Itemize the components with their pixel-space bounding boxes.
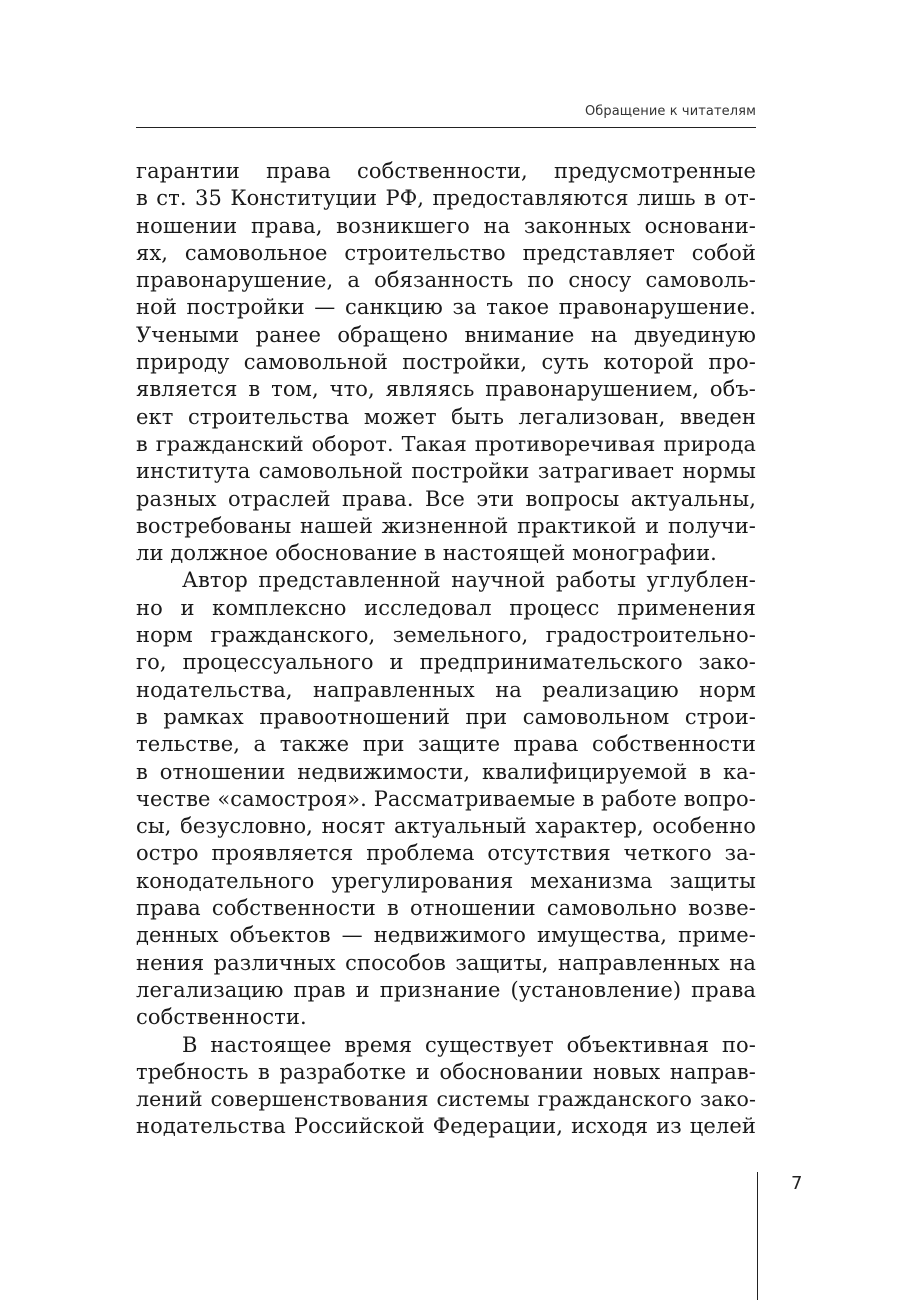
text-line: нения различных способов защиты, направленных на — [136, 950, 756, 975]
text-line: в отношении недвижимости, квалифицируемой в ка- — [136, 759, 756, 784]
text-line: Автор представленной научной работы углублен- — [182, 568, 756, 593]
text-line: ях, самовольное строительство представляет собой — [136, 240, 756, 265]
text-line: гарантии права собственности, предусмотренные — [136, 159, 756, 183]
text-line: легализацию прав и признание (установление) права — [136, 977, 756, 1002]
text-line: конодательного урегулирования механизма защиты — [136, 868, 756, 893]
page-number: 7 — [791, 1173, 803, 1194]
text-line: денных объектов — недвижимого имущества, приме- — [136, 923, 756, 948]
text-line: го, процессуального и предпринимательского зако- — [136, 650, 756, 675]
text-line: в ст. 35 Конституции РФ, предоставляются лишь в от- — [136, 186, 756, 211]
text-line: востребованы нашей жизненной практикой и получи- — [136, 513, 756, 538]
text-line: в гражданский оборот. Такая противоречивая природа — [136, 431, 756, 456]
text-line: в рамках правоотношений при самовольном строи- — [136, 704, 756, 729]
text-line: ной постройки — санкцию за такое правонарушение. — [136, 295, 756, 320]
body-text — [136, 158, 756, 1141]
text-line: является в том, что, являясь правонарушением, объ- — [136, 377, 756, 402]
paragraph-2 — [136, 567, 756, 1031]
text-line: природу самовольной постройки, суть которой про- — [136, 350, 756, 375]
text-line: разных отраслей права. Все эти вопросы актуальны, — [136, 486, 756, 511]
text-line: сы, безусловно, носят актуальный характер, особенно — [136, 814, 756, 839]
text-line: норм гражданского, земельного, градостроительно- — [136, 623, 756, 648]
text-line: нодательства, направленных на реализацию норм — [136, 677, 756, 702]
text-line: Учеными ранее обращено внимание на двуединую — [136, 322, 756, 347]
text-line: тельстве, а также при защите права собственности — [136, 732, 756, 757]
text-line: остро проявляется проблема отсутствия четкого за- — [136, 841, 756, 866]
text-line: ношении права, возникшего на законных основани- — [136, 213, 756, 238]
text-line: лений совершенствования системы гражданского зако- — [136, 1087, 756, 1112]
text-line: ект строительства может быть легализован, введен — [136, 404, 756, 429]
text-line: но и комплексно исследовал процесс применения — [136, 595, 756, 620]
paragraph-1 — [136, 158, 756, 567]
text-line: права собственности в отношении самовольно возве- — [136, 896, 756, 921]
text-line: требность в разработке и обосновании новых направ- — [136, 1059, 756, 1084]
text-line: института самовольной постройки затрагивает нормы — [136, 459, 756, 484]
text-line: В настоящее время существует объективная по- — [182, 1032, 756, 1057]
paragraph-3 — [136, 1032, 756, 1141]
text-line: ли должное обоснование в настоящей монографии. — [136, 541, 717, 566]
text-line: нодательства Российской Федерации, исходя из целей — [136, 1114, 756, 1139]
text-line: честве «самостроя». Рассматриваемые в работе вопро- — [136, 786, 756, 811]
text-line: собственности. — [136, 1005, 307, 1030]
header-rule — [136, 127, 756, 128]
folio-rule — [757, 1172, 758, 1300]
text-line: правонарушение, а обязанность по сносу самоволь- — [136, 268, 756, 293]
running-header: Обращение к читателям — [584, 104, 756, 119]
